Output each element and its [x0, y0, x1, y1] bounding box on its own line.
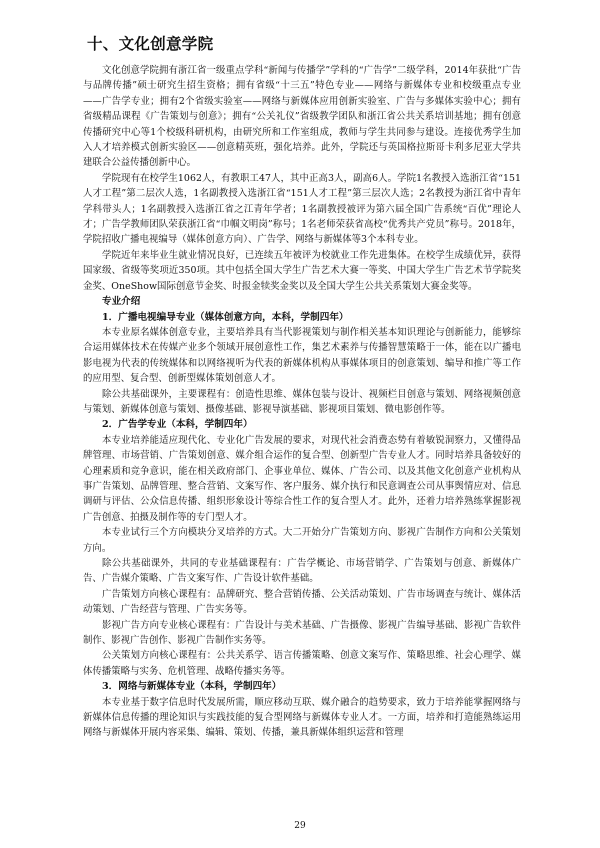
major-1-paragraph-1: 本专业原名媒体创意专业，主要培养具有当代影视策划与制作相关基本知识理论与创新能力，能够综合运用媒体技术在传媒产业多个领域开展创意性工作，集艺术素养与传播智慧策略于一体，能在以广播电影电视为代表的传统媒体和以网络视听为代表的新媒体机构从事媒体项目的创意策划、编导和推广等工作的应用型、复合型、创新型媒体策划创意人才。: [83, 326, 521, 385]
major-2-paragraph-4: 广告策划方向核心课程有：品牌研究、整合营销传播、公关活动策划、广告市场调查与统计、媒体活动策划、广告经营与管理、广告实务等。: [83, 588, 521, 616]
major-2-paragraph-3: 除公共基础课外，共同的专业基础课程有：广告学概论、市场营销学、广告策划与创意、新媒体广告、广告媒介策略、广告文案写作、广告设计软件基础。: [83, 558, 521, 585]
major-3-title: 3．网络与新媒体专业（本科，学制四年）: [102, 681, 282, 693]
intro-paragraph-3: 学院近年来毕业生就业情况良好，已连续五年被评为校就业工作先进集体。在校学生成绩优异，获得国家级、省级等奖项近350项。其中包括全国大学生广告艺术大赛一等奖、中国大学生广告艺术节学院奖金奖、OneShow国际创意节金奖、时报金犊奖金奖以及全国大学生公共关系策划大赛金奖等。: [83, 249, 521, 292]
major-3-paragraph-1: 本专业基于数字信息时代发展所需，顺应移动互联、媒介融合的趋势要求，致力于培养能掌握网络与新媒体信息传播的理论知识与实践技能的复合型网络与新媒体专业人才。一方面，培养和打造能熟练运用网络与新媒体开展内容采集、编辑、策划、传播，兼具新媒体组织运营和管理: [83, 696, 521, 739]
major-2-paragraph-1: 本专业培养能适应现代化、专业化广告发展的要求，对现代社会消费态势有着敏锐洞察力，又懂得品牌管理、市场营销、广告策划创意、媒介组合运作的复合型、创新型广告专业人才。同时培养具备较好的心理素质和竞争意识，能在相关政府部门、企事业单位、媒体、广告公司、以及其他文化创意产业机构从事广告策划、品牌管理、整合营销、文案写作、客户服务、媒介执行和民意调查公司从事舆情应对、信息调研与评估、公众信息传播、组织形象设计等综合性工作的复合型人才。此外，还着力培养熟练掌握影视广告创意、拍摄及制作等的专门型人才。: [83, 434, 521, 523]
major-1-title: 1．广播电视编导专业（媒体创意方向，本科，学制四年）: [102, 311, 349, 323]
majors-label: 专业介绍: [102, 296, 141, 308]
page-number: 29: [294, 821, 306, 831]
section-heading: 十、文化创意学院: [87, 35, 214, 53]
major-1-paragraph-2: 除公共基础课外，主要课程有：创造性思维、媒体包装与设计、视频栏目创意与策划、网络视频创意与策划、新媒体创意与策划、摄像基础、影视导演基础、影视项目策划、微电影创作等。: [83, 388, 521, 415]
document-page: [83, 34, 521, 741]
intro-paragraph-1: 文化创意学院拥有浙江省一级重点学科“新闻与传播学”学科的“广告学”二级学科，2014年获批“广告与品牌传播”硕士研究生招生资格；拥有省级“十三五”特色专业——网络与新媒体专业和校级重点专业——广告学专业；拥有2个省级实验室——网络与新媒体应用创新实验室、广告与多媒体实验中心；拥有省级精品课程《广告策划与创意》；拥有“公关礼仪”省级教学团队和浙江省公共关系培训基地；拥有创意传播研究中心等1个校级科研机构，由研究所和工作室组成，教师与学生共同参与建设。连接优秀学生加入人才培养模式创新实验区——创意精英班，强化培养。此外，学院还与英国格拉斯哥卡利多尼亚大学共建联合公益传播创新中心。: [83, 65, 521, 169]
major-2-paragraph-6: 公关策划方向核心课程有：公共关系学、语言传播策略、创意文案写作、策略思维、社会心理学、媒体传播策略与实务、危机管理、战略传播实务等。: [83, 650, 521, 677]
major-2-paragraph-5: 影视广告方向专业核心课程有：广告设计与美术基础、广告摄像、影视广告编导基础、影视广告软件制作、影视广告创作、影视广告制作实务等。: [83, 619, 521, 647]
intro-paragraph-2: 学院现有在校学生1062人，有教职工47人，其中正高3人，副高6人。学院1名教授入选浙江省“151人才工程”第二层次人选，1名副教授入选浙江省“151人才工程”第三层次人选；2名教授为浙江省中青年学科带头人；1名副教授入选浙江省之江青年学者；1名副教授被评为第六届全国广告系统“百优”理论人才；广告学教师团队荣获浙江省“巾帼文明岗”称号；1名老师荣获省高校“优秀共产党员”称号。2018年，学院招收广播电视编导（媒体创意方向）、广告学、网络与新媒体等3个本科专业。: [83, 172, 521, 246]
major-2-paragraph-2: 本专业试行三个方向模块分叉培养的方式。大二开始分广告策划方向、影视广告制作方向和公关策划方向。: [83, 527, 521, 554]
major-2-title: 2．广告学专业（本科，学制四年）: [102, 419, 253, 431]
